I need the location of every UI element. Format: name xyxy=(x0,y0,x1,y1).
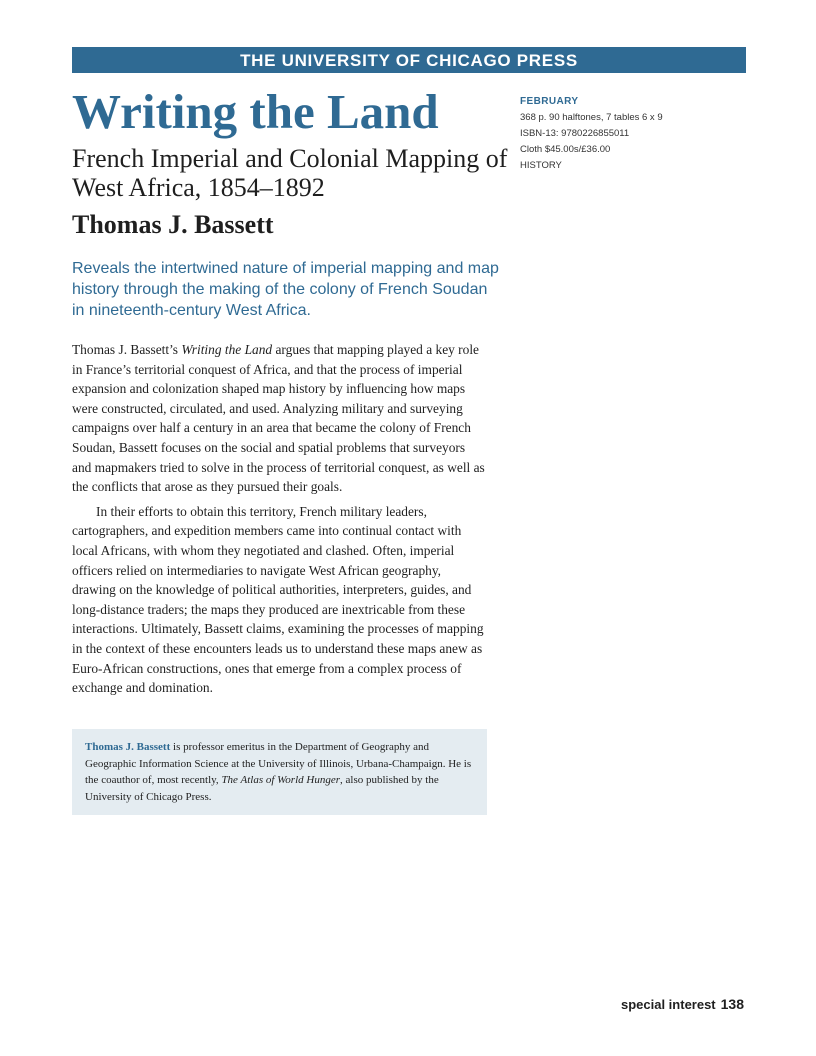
book-specs: 368 p. 90 halftones, 7 tables 6 x 9 xyxy=(520,112,663,123)
bio-author-name: Thomas J. Bassett xyxy=(85,741,171,753)
book-metadata xyxy=(520,94,740,174)
book-tagline: Reveals the intertwined nature of imperial mapping and map history through the making of the colony of French Soudan in nineteenth-century West Africa. xyxy=(72,260,499,319)
page-number: 138 xyxy=(720,996,744,1012)
book-category: HISTORY xyxy=(520,160,562,171)
book-subtitle: French Imperial and Colonial Mapping of West Africa, 1854–1892 xyxy=(72,144,508,202)
bio-other-book-title: The Atlas of World Hunger xyxy=(221,774,341,786)
publisher-banner: THE UNIVERSITY OF CHICAGO PRESS xyxy=(72,47,746,73)
book-isbn: ISBN-13: 9780226855011 xyxy=(520,128,630,139)
footer-section: special interest xyxy=(620,997,716,1012)
description-paragraph-1-rest: argues that mapping played a key role in France’s territorial conquest of Africa, and that the process of imperial expansion and colonization shaped map history by influencing how maps were constructed, circulated, and used. Analyzing military and surveying campaigns over half a century in an area that became the colony of French Soudan, Bassett focuses on the social and spatial problems that surveyors and mapmakers tried to solve in the process of territorial conquest, as well as the conflicts that arose as they pursued their goals. xyxy=(72,342,485,495)
book-description xyxy=(72,340,486,698)
bio-text-1: is professor emeritus in the Department of Geography and Geographic Information Science at the University of Illinois, Urbana-Champaign. He is the coauthor of, most recently, xyxy=(85,741,472,786)
description-paragraph-2: In their efforts to obtain this territory, French military leaders, cartographers, and expedition members came into continual contact with local Africans, with whom they negotiated and clashed. Often, imperial officers relied on intermediaries to navigate West African geography, drawing on the knowledge of political authorities, interpreters, guides, and long-distance traders; the maps they produced are inextricable from these interactions. Ultimately, Bassett claims, examining the processes of mapping in the context of these encounters leads us to understand these maps anew as Euro-African constructions, ones that emerge from a complex process of exchange and domination. xyxy=(72,503,484,696)
description-author-lead: Thomas J. Bassett’s xyxy=(72,342,182,357)
book-title: Writing the Land xyxy=(72,84,439,139)
book-price: Cloth $45.00s/£36.00 xyxy=(520,144,611,155)
page-footer xyxy=(621,996,744,1012)
description-paragraph-1 xyxy=(72,340,486,497)
book-author: Thomas J. Bassett xyxy=(72,210,274,239)
bio-text-2: , also published by the University of Chicago Press. xyxy=(85,774,439,803)
author-bio-box xyxy=(72,729,487,815)
description-book-title: Writing the Land xyxy=(181,342,273,357)
publication-month: FEBRUARY xyxy=(520,96,579,107)
